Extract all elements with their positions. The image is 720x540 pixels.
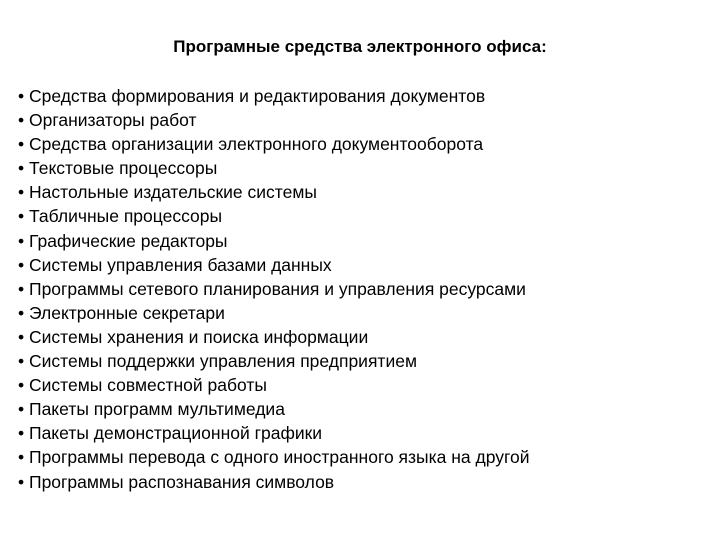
list-item — [18, 421, 530, 445]
list-item-text: Системы хранения и поиска информации — [29, 326, 369, 347]
list-item-text: Пакеты демонстрационной графики — [29, 423, 323, 444]
list-item — [18, 108, 530, 132]
list-item-text: Графические редакторы — [29, 230, 228, 251]
bullet-list — [18, 84, 530, 494]
list-item-text: Программы перевода с одного иностранного языка на другой — [29, 447, 530, 468]
list-item-text: Средства организации электронного документооборота — [29, 134, 484, 155]
list-item-text: Настольные издательские системы — [29, 182, 317, 203]
bullet-icon: • — [18, 206, 25, 227]
list-item — [18, 470, 530, 494]
bullet-icon: • — [18, 254, 25, 275]
bullet-icon: • — [18, 158, 25, 179]
list-item — [18, 229, 530, 253]
list-item-text: Табличные процессоры — [29, 206, 223, 227]
list-item-text: Организаторы работ — [29, 110, 197, 131]
list-item — [18, 301, 530, 325]
list-item — [18, 397, 530, 421]
bullet-icon: • — [18, 134, 25, 155]
slide-title: Програмные средства электронного офиса: — [173, 37, 547, 56]
bullet-icon: • — [18, 110, 25, 131]
list-item — [18, 156, 530, 180]
list-item-text: Системы совместной работы — [29, 375, 267, 396]
list-item-text: Программы сетевого планирования и управления ресурсами — [29, 278, 526, 299]
list-item-text: Программы распознавания символов — [29, 471, 335, 492]
bullet-icon: • — [18, 302, 25, 323]
bullet-icon: • — [18, 447, 25, 468]
list-item — [18, 325, 530, 349]
list-item-text: Системы управления базами данных — [29, 254, 332, 275]
list-item — [18, 277, 530, 301]
bullet-icon: • — [18, 230, 25, 251]
bullet-icon: • — [18, 423, 25, 444]
bullet-icon: • — [18, 278, 25, 299]
bullet-icon: • — [18, 471, 25, 492]
list-item-text: Системы поддержки управления предприятием — [29, 351, 417, 372]
list-item-text: Пакеты программ мультимедиа — [29, 399, 285, 420]
list-item-text: Средства формирования и редактирования документов — [29, 86, 486, 106]
list-item — [18, 84, 530, 108]
list-item — [18, 349, 530, 373]
list-item — [18, 180, 530, 204]
bullet-icon: • — [18, 326, 25, 347]
bullet-icon: • — [18, 351, 25, 372]
list-item — [18, 373, 530, 397]
list-item — [18, 132, 530, 156]
bullet-icon: • — [18, 375, 25, 396]
bullet-icon: • — [18, 182, 25, 203]
bullet-icon: • — [18, 86, 25, 106]
list-item — [18, 445, 530, 469]
list-item — [18, 253, 530, 277]
list-item-text: Электронные секретари — [29, 302, 225, 323]
list-item — [18, 204, 530, 228]
bullet-icon: • — [18, 399, 25, 420]
list-item-text: Текстовые процессоры — [29, 158, 218, 179]
